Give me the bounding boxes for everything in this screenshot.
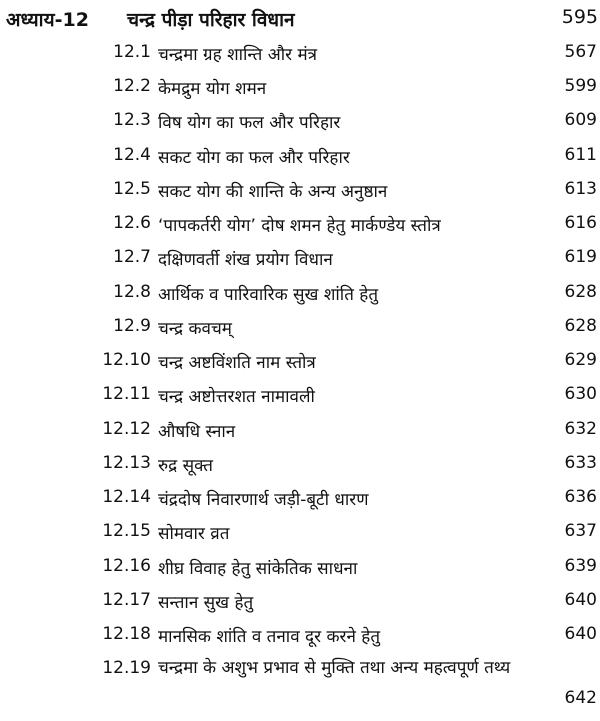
entry-number: 12.14 bbox=[102, 487, 151, 507]
entry-page-number: 609 bbox=[564, 110, 597, 130]
toc-entry bbox=[0, 447, 600, 481]
toc-entry bbox=[0, 515, 600, 549]
entry-number: 12.2 bbox=[113, 76, 151, 96]
entry-title: चन्द्रमा ग्रह शान्ति और मंत्र bbox=[158, 45, 318, 65]
toc-entry bbox=[0, 36, 600, 70]
entry-page-number: 630 bbox=[564, 384, 597, 404]
chapter-label: अध्याय-12 bbox=[6, 9, 89, 31]
toc-entry bbox=[0, 413, 600, 447]
entry-page-number: 636 bbox=[564, 487, 597, 507]
entry-page-number: 613 bbox=[564, 179, 597, 199]
entry-page-number: 616 bbox=[564, 213, 597, 233]
entry-title: आर्थिक व पारिवारिक सुख शांति हेतु bbox=[158, 285, 379, 305]
entry-title: ‘पापकर्तरी योग’ दोष शमन हेतु मार्कण्डेय स्तोत्र bbox=[158, 216, 441, 236]
entry-number: 12.15 bbox=[102, 521, 151, 541]
entry-title: सन्तान सुख हेतु bbox=[158, 593, 254, 613]
entry-title: शीघ्र विवाह हेतु सांकेतिक साधना bbox=[158, 559, 358, 579]
entry-page-number: 632 bbox=[564, 419, 597, 439]
chapter-page-number: 595 bbox=[561, 6, 598, 28]
toc-entry bbox=[0, 652, 600, 710]
entry-title: दक्षिणवर्ती शंख प्रयोग विधान bbox=[158, 250, 333, 270]
entry-number: 12.16 bbox=[102, 556, 151, 576]
entry-number: 12.7 bbox=[113, 247, 151, 267]
entry-page-number: 567 bbox=[564, 42, 597, 62]
toc-entry bbox=[0, 276, 600, 310]
entry-number: 12.1 bbox=[113, 42, 151, 62]
entry-page-number: 637 bbox=[564, 521, 597, 541]
entry-page-number: 633 bbox=[564, 453, 597, 473]
entry-number: 12.5 bbox=[113, 179, 151, 199]
entry-title: रुद्र सूक्त bbox=[158, 456, 213, 476]
entry-title: चंद्रदोष निवारणार्थ जड़ी-बूटी धारण bbox=[158, 490, 369, 510]
entry-title: चन्द्र कवचम् bbox=[158, 319, 232, 339]
entry-number: 12.11 bbox=[102, 384, 151, 404]
entry-page-number: 640 bbox=[564, 624, 597, 644]
toc-entry bbox=[0, 241, 600, 275]
entry-page-number: 628 bbox=[564, 282, 597, 302]
entry-title: सकट योग की शान्ति के अन्य अनुष्ठान bbox=[158, 182, 388, 202]
entry-number: 12.4 bbox=[113, 145, 151, 165]
entry-title: विष योग का फल और परिहार bbox=[158, 113, 341, 133]
entry-page-number: 640 bbox=[564, 590, 597, 610]
entry-number: 12.3 bbox=[113, 110, 151, 130]
entry-page-number: 628 bbox=[564, 316, 597, 336]
toc-entry bbox=[0, 550, 600, 584]
entry-title: चन्द्रमा के अशुभ प्रभाव से मुक्ति तथा अन्य महत्वपूर्ण तथ्य bbox=[158, 658, 511, 678]
entry-number: 12.17 bbox=[102, 590, 151, 610]
toc-entry bbox=[0, 173, 600, 207]
entry-title: सोमवार व्रत bbox=[158, 524, 230, 544]
toc-entry bbox=[0, 584, 600, 618]
entry-number: 12.9 bbox=[113, 316, 151, 336]
entry-page-number: 599 bbox=[564, 76, 597, 96]
entry-number: 12.10 bbox=[102, 350, 151, 370]
entry-number: 12.19 bbox=[102, 658, 151, 678]
toc-entry bbox=[0, 139, 600, 173]
entry-number: 12.8 bbox=[113, 282, 151, 302]
toc-entry bbox=[0, 481, 600, 515]
entry-title: मानसिक शांति व तनाव दूर करने हेतु bbox=[158, 627, 381, 647]
toc-entry bbox=[0, 618, 600, 652]
entry-number: 12.12 bbox=[102, 419, 151, 439]
toc-entry bbox=[0, 344, 600, 378]
toc-entry bbox=[0, 207, 600, 241]
entry-number: 12.13 bbox=[102, 453, 151, 473]
toc-entry bbox=[0, 378, 600, 412]
entry-number: 12.6 bbox=[113, 213, 151, 233]
entry-page-number: 619 bbox=[564, 247, 597, 267]
entry-page-number: 642 bbox=[564, 688, 597, 708]
entry-title: चन्द्र अष्टविंशति नाम स्तोत्र bbox=[158, 353, 316, 373]
entry-number: 12.18 bbox=[102, 624, 151, 644]
entry-page-number: 611 bbox=[564, 145, 597, 165]
entry-page-number: 629 bbox=[564, 350, 597, 370]
toc-entry bbox=[0, 70, 600, 104]
toc-entry bbox=[0, 310, 600, 344]
chapter-title: चन्द्र पीड़ा परिहार विधान bbox=[127, 9, 295, 31]
entry-title: केमद्रुम योग शमन bbox=[158, 79, 267, 99]
toc-entry bbox=[0, 104, 600, 138]
chapter-heading bbox=[6, 4, 598, 32]
entry-title: सकट योग का फल और परिहार bbox=[158, 148, 350, 168]
entry-title: औषधि स्नान bbox=[158, 422, 236, 442]
entry-title: चन्द्र अष्टोत्तरशत नामावली bbox=[158, 387, 315, 407]
entry-page-number: 639 bbox=[564, 556, 597, 576]
